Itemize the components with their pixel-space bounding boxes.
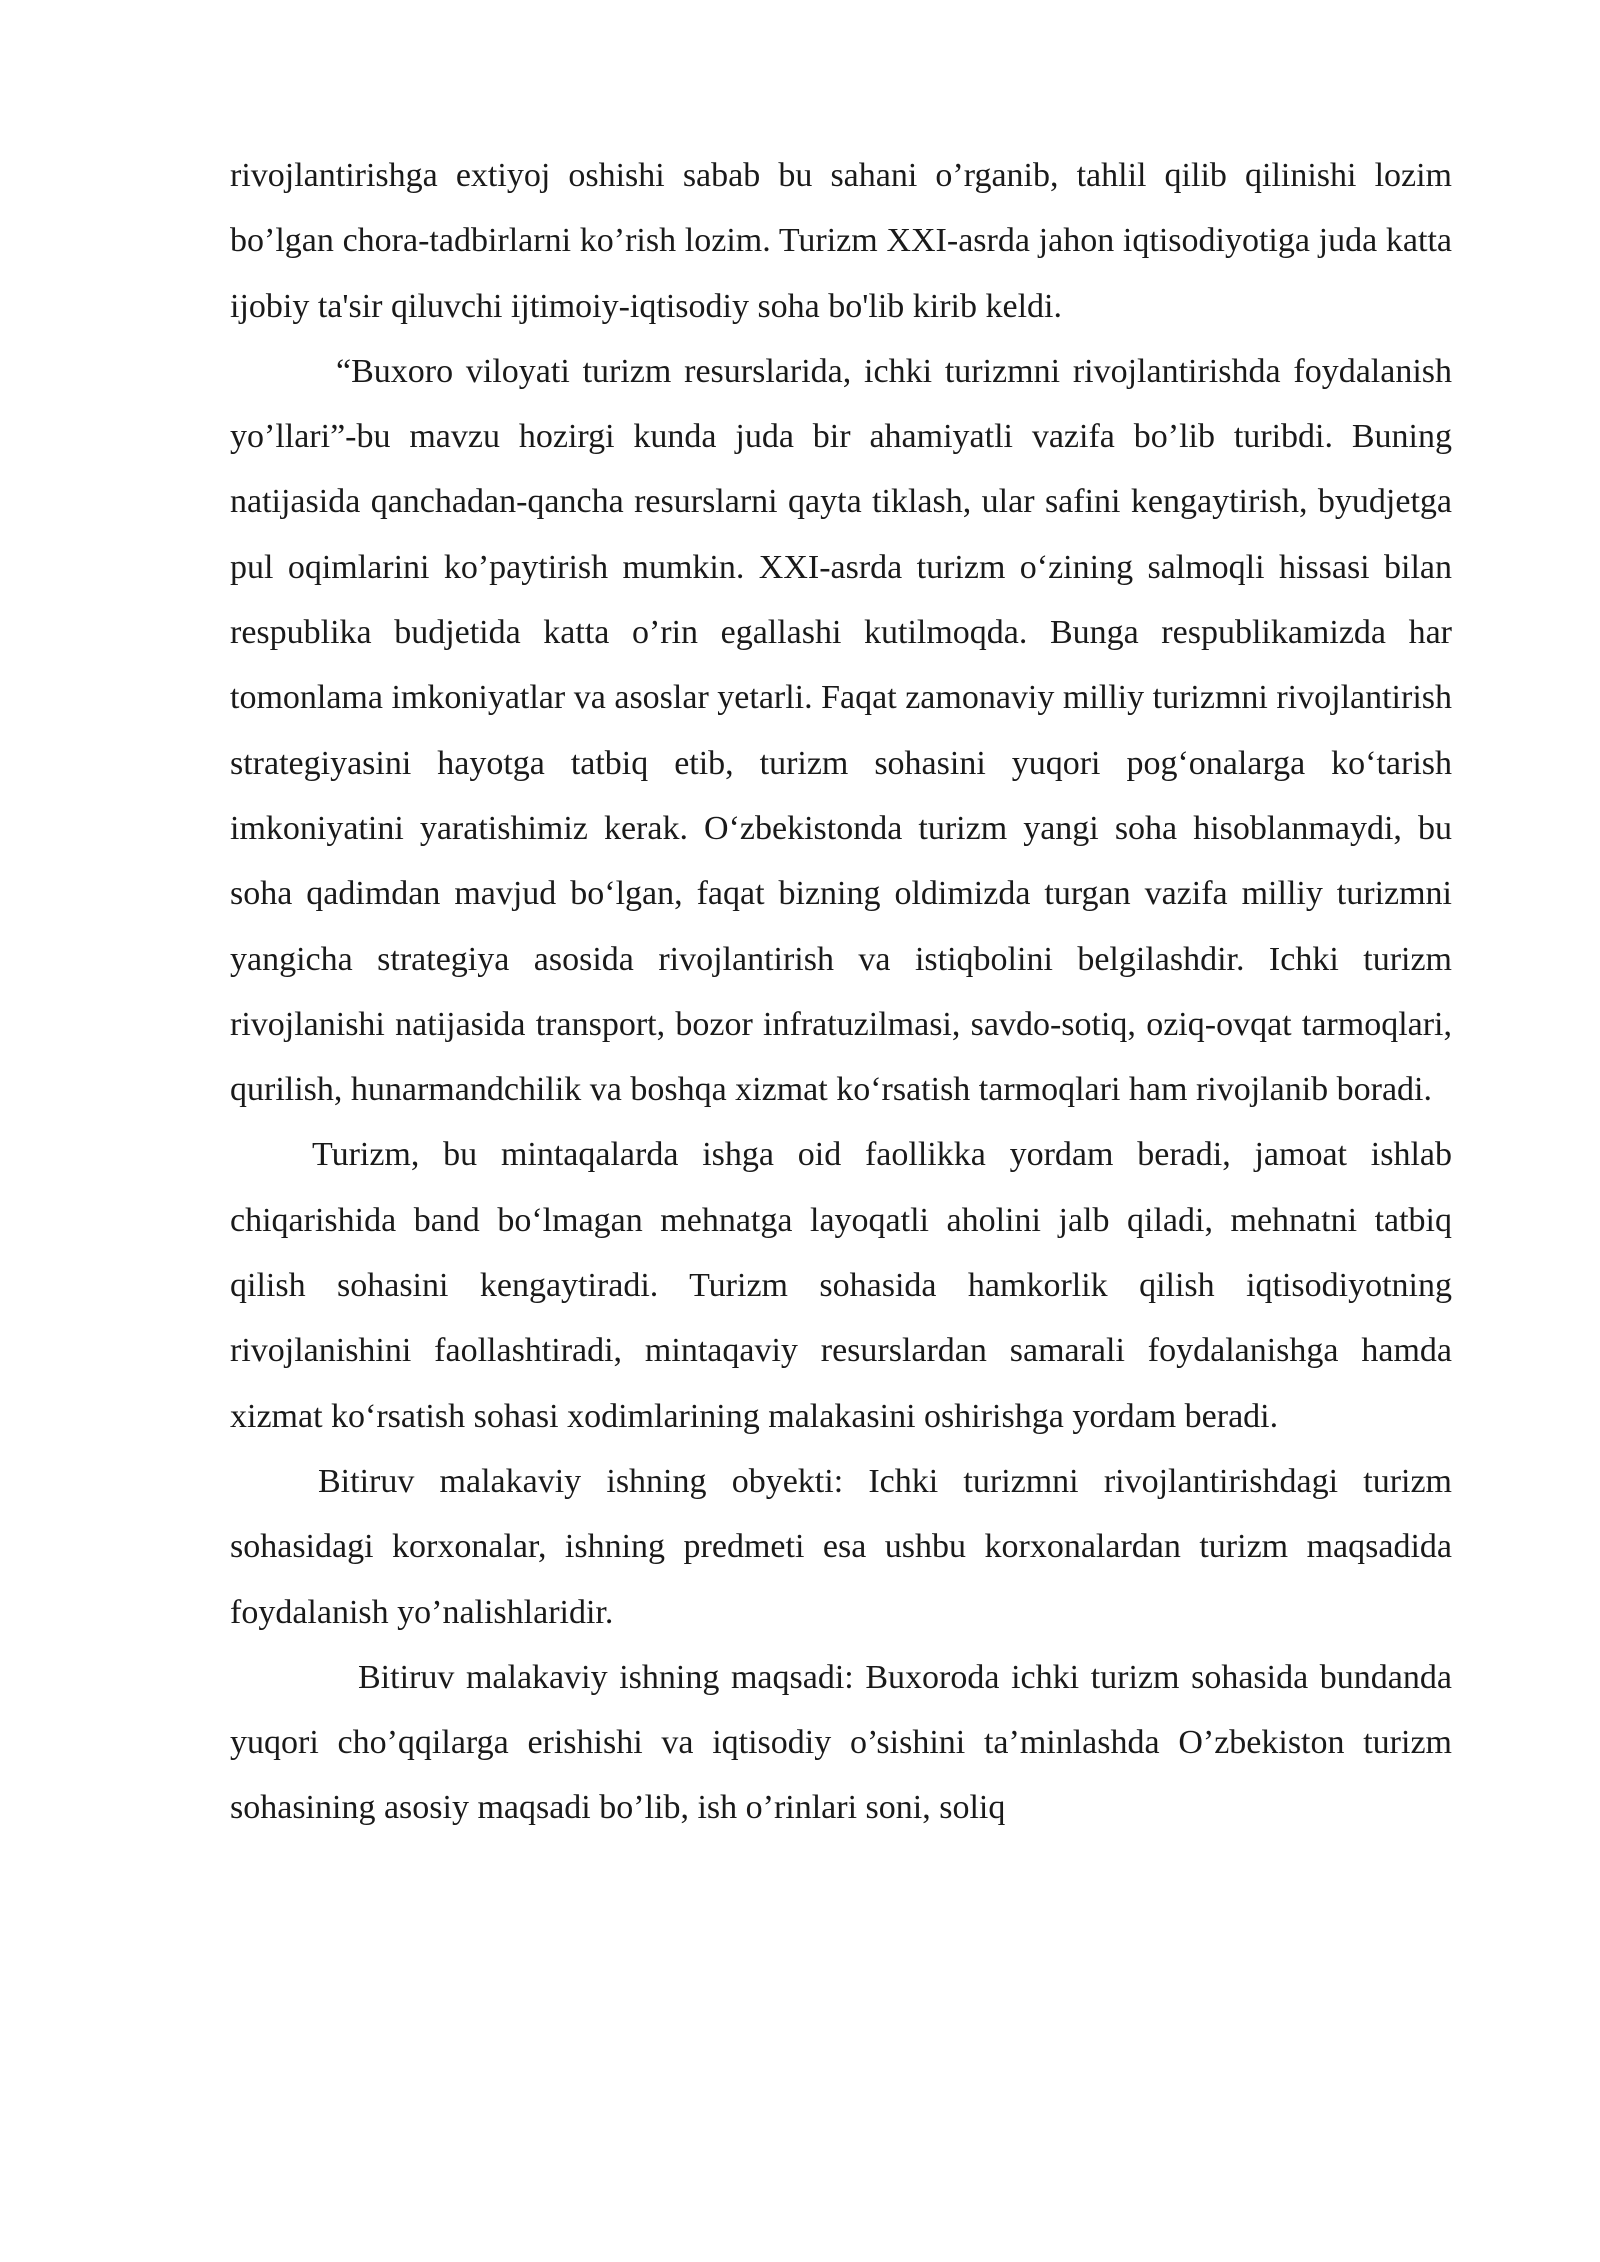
paragraph-2: “Buxoro viloyati turizm resurslarida, ichki turizmni rivojlantirishda foydalanish yo’llari”-bu mavzu hozirgi kunda juda bir ahamiyatli vazifa bo’lib turibdi. Buning natijasida qanchadan-qancha resurslarni qayta tiklash, ular safini kengaytirish, byudjetga pul oqimlarini ko’paytirish mumkin. XXI-asrda turizm o‘zining salmoqli hissasi bilan respublika budjetida katta o’rin egallashi kutilmoqda. Bunga respublikamizda har tomonlama imkoniyatlar va asoslar yetarli. Faqat zamonaviy milliy turizmni rivojlantirish strategiyasini hayotga tatbiq etib, turizm sohasini yuqori pog‘onalarga ko‘tarish imkoniyatini yaratishimiz kerak. O‘zbekistonda turizm yangi soha hisoblanmaydi, bu soha qadimdan mavjud bo‘lgan, faqat bizning oldimizda turgan vazifa milliy turizmni yangicha strategiya asosida rivojlantirish va istiqbolini belgilashdir. Ichki turizm rivojlanishi natijasida transport, bozor infratuzilmasi, savdo-sotiq, oziq-ovqat tarmoqlari, qurilish, hunarmandchilik va boshqa xizmat ko‘rsatish tarmoqlari ham rivojlanib boradi. xyxy=(230,352,1452,1109)
paragraph-1: rivojlantirishga extiyoj oshishi sabab bu sahani o’rganib, tahlil qilib qilinishi lozim bo’lgan chora-tadbirlarni ko’rish lozim. Turizm XXI-asrda jahon iqtisodiyotiga juda katta ijobiy ta'sir qiluvchi ijtimoiy-iqtisodiy soha bo'lib kirib keldi. xyxy=(230,157,1452,325)
paragraph-5: Bitiruv malakaviy ishning maqsadi: Buxoroda ichki turizm sohasida bundanda yuqori cho’qqilarga erishishi va iqtisodiy o’sishini ta’minlashda O’zbekiston turizm sohasining asosiy maqsadi bo’lib, ish o’rinlari soni, soliq xyxy=(230,1658,1452,1827)
document-body xyxy=(230,143,1452,1841)
paragraph-3: Turizm, bu mintaqalarda ishga oid faollikka yordam beradi, jamoat ishlab chiqarishida band bo‘lmagan mehnatga layoqatli aholini jalb qiladi, mehnatni tatbiq qilish sohasini kengaytiradi. Turizm sohasida hamkorlik qilish iqtisodiyotning rivojlanishini faollashtiradi, mintaqaviy resurslardan samarali foydalanishga hamda xizmat ko‘rsatish sohasi xodimlarining malakasini oshirishga yordam beradi. xyxy=(230,1136,1452,1435)
paragraph-4: Bitiruv malakaviy ishning obyekti: Ichki turizmni rivojlantirishdagi turizm sohasidagi korxonalar, ishning predmeti esa ushbu korxonalardan turizm maqsadida foydalanish yo’nalishlaridir. xyxy=(230,1462,1452,1631)
